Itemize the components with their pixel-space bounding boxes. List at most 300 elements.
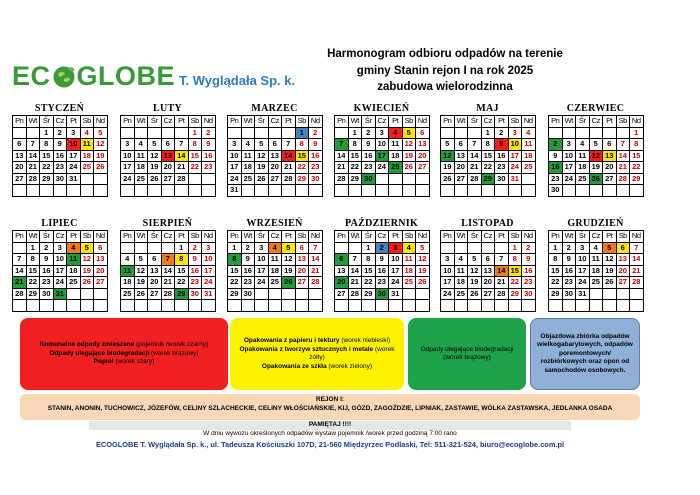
- calendar-empty-cell: [455, 300, 469, 312]
- calendar-day: 23: [242, 277, 256, 289]
- calendar-day: 27: [94, 277, 108, 289]
- calendar-day: 18: [81, 151, 95, 163]
- calendar-day: 30: [40, 289, 54, 301]
- calendar-day: 5: [255, 139, 269, 151]
- calendar-day: 5: [148, 139, 162, 151]
- calendar-empty-cell: [349, 300, 363, 312]
- calendar-empty-cell: [269, 300, 283, 312]
- calendar-empty-cell: [121, 300, 135, 312]
- calendar-day: 12: [468, 266, 482, 278]
- legend-yellow-note-2: (worek żółty): [309, 345, 395, 361]
- weekday-header: Śr: [255, 116, 269, 128]
- calendar-day: 30: [362, 174, 376, 186]
- calendar-day: 11: [389, 139, 403, 151]
- month-calendar: [120, 218, 215, 312]
- calendar-empty-cell: [242, 185, 256, 197]
- calendar-day: 30: [495, 174, 509, 186]
- calendar-day: 15: [296, 151, 310, 163]
- calendar-day: 14: [617, 151, 631, 163]
- weekday-header: Nd: [522, 116, 536, 128]
- calendar-empty-cell: [94, 289, 108, 301]
- calendar-day: 2: [40, 243, 54, 255]
- calendar-day: 26: [416, 277, 430, 289]
- calendar-day: 28: [309, 277, 323, 289]
- calendar-day: 28: [27, 174, 41, 186]
- calendar-day: 21: [468, 162, 482, 174]
- calendar-day: 17: [441, 277, 455, 289]
- calendar-day: 28: [282, 174, 296, 186]
- calendar-empty-cell: [603, 128, 617, 140]
- calendar-empty-cell: [389, 174, 403, 186]
- calendar-day: 17: [509, 151, 523, 163]
- calendar-day: 3: [67, 128, 81, 140]
- month-name: PAŹDZIERNIK: [344, 218, 419, 229]
- calendar-day: 8: [189, 139, 203, 151]
- calendar-empty-cell: [309, 300, 323, 312]
- calendar-day: 24: [228, 174, 242, 186]
- calendar-day: 21: [349, 277, 363, 289]
- weekday-header: Cz: [162, 231, 176, 243]
- calendar-day: 11: [576, 151, 590, 163]
- weekday-header: Nd: [416, 116, 430, 128]
- calendar-day: 26: [94, 162, 108, 174]
- calendar-day: 29: [27, 289, 41, 301]
- weekday-header: Wt: [135, 231, 149, 243]
- calendar-empty-cell: [135, 243, 149, 255]
- calendar-empty-cell: [242, 128, 256, 140]
- calendar-day: 1: [228, 243, 242, 255]
- footer-contact: ECOGLOBE T. Wyglądała Sp. k., ul. Tadeusza Kościuszki 107D, 21-560 Międzyrzec Podlaski, Tel: 511-321-524, biuro@ecoglobe.com.pl: [95, 440, 565, 449]
- calendar-day: 8: [27, 254, 41, 266]
- calendar-day: 12: [135, 266, 149, 278]
- calendar-day: 30: [189, 289, 203, 301]
- calendar-day: 31: [576, 289, 590, 301]
- calendar-day: 4: [269, 243, 283, 255]
- calendar-day: 11: [590, 254, 604, 266]
- month-calendar: [548, 103, 643, 197]
- calendar-day: 1: [40, 128, 54, 140]
- calendar-day: 18: [576, 162, 590, 174]
- calendar-day: 15: [509, 266, 523, 278]
- calendar-day: 2: [495, 128, 509, 140]
- calendar-day: 5: [282, 243, 296, 255]
- month-calendar: [440, 218, 535, 312]
- month-calendar: [12, 218, 107, 312]
- calendar-day: 3: [202, 243, 216, 255]
- calendar-day: 3: [509, 128, 523, 140]
- calendar-day: 22: [349, 162, 363, 174]
- calendar-day: 9: [40, 254, 54, 266]
- weekday-header: Pn: [441, 231, 455, 243]
- weekday-header: Cz: [376, 231, 390, 243]
- calendar-day: 13: [335, 266, 349, 278]
- calendar-empty-cell: [255, 128, 269, 140]
- calendar-day: 24: [389, 277, 403, 289]
- calendar-day: 17: [376, 151, 390, 163]
- calendar-day: 28: [349, 289, 363, 301]
- calendar-day: 3: [576, 243, 590, 255]
- calendar-day: 24: [509, 162, 523, 174]
- calendar-day: 11: [242, 151, 256, 163]
- calendar-day: 26: [603, 277, 617, 289]
- calendar-day: 2: [376, 243, 390, 255]
- calendar-day: 12: [403, 139, 417, 151]
- calendar-day: 18: [269, 266, 283, 278]
- calendar-day: 22: [189, 162, 203, 174]
- calendar-day: 9: [549, 151, 563, 163]
- weekday-header: Sb: [81, 116, 95, 128]
- calendar-empty-cell: [468, 300, 482, 312]
- calendar-day: 8: [40, 139, 54, 151]
- calendar-day: 15: [228, 266, 242, 278]
- calendar-day: 25: [135, 174, 149, 186]
- calendar-day: 19: [416, 266, 430, 278]
- calendar-day: 10: [255, 254, 269, 266]
- calendar-day: 22: [362, 277, 376, 289]
- calendar-empty-cell: [522, 174, 536, 186]
- calendar-day: 12: [94, 139, 108, 151]
- legend-yellow-note-3: (worek zielony): [328, 362, 373, 370]
- calendar-day: 10: [509, 139, 523, 151]
- calendar-day: 26: [282, 277, 296, 289]
- calendar-day: 8: [349, 139, 363, 151]
- calendar-empty-cell: [81, 174, 95, 186]
- calendar-day: 10: [121, 151, 135, 163]
- calendar-day: 15: [189, 151, 203, 163]
- calendar-day: 18: [455, 277, 469, 289]
- calendar-day: 1: [349, 128, 363, 140]
- calendar-empty-cell: [296, 289, 310, 301]
- calendar-day: 13: [617, 254, 631, 266]
- calendar-day: 4: [403, 243, 417, 255]
- calendar-day: 8: [482, 139, 496, 151]
- calendar-day: 29: [630, 174, 644, 186]
- calendar-empty-cell: [121, 128, 135, 140]
- calendar-empty-cell: [162, 128, 176, 140]
- calendar-day: 25: [403, 277, 417, 289]
- weekday-header: Wt: [563, 231, 577, 243]
- region-places: STANIN, ANONIN, TUCHOWICZ, JÓZEFÓW, CELINY SZLACHECKIE, CELINY WŁOŚCIAŃSKIE, KIJ, GÓZD, ZAGOŹDZIE, LIPNIAK, ZASTAWIE, WÓLKA ZASTAWSKA, JEDLANKA OSADA: [47, 404, 613, 412]
- calendar-day: 21: [282, 162, 296, 174]
- legend-red-note-1: (pojemnik /worek czarny): [136, 341, 209, 349]
- weekday-header: Pn: [121, 231, 135, 243]
- calendar-day: 7: [175, 139, 189, 151]
- calendar-day: 11: [121, 266, 135, 278]
- calendar-day: 10: [54, 254, 68, 266]
- calendar-day: 5: [590, 139, 604, 151]
- calendar-empty-cell: [135, 300, 149, 312]
- weekday-header: Cz: [269, 116, 283, 128]
- calendar-empty-cell: [362, 185, 376, 197]
- legend-yellow-note-1: (worek niebieski): [341, 337, 391, 344]
- calendar-day: 17: [121, 162, 135, 174]
- calendar-empty-cell: [148, 128, 162, 140]
- calendar-day: 14: [175, 151, 189, 163]
- calendar-day: 24: [441, 289, 455, 301]
- month-grid: [227, 115, 323, 197]
- weekday-header: Sb: [81, 231, 95, 243]
- calendar-day: 9: [242, 254, 256, 266]
- calendar-empty-cell: [335, 128, 349, 140]
- weekday-header: Wt: [455, 231, 469, 243]
- region-title: REJON I:: [315, 396, 345, 403]
- calendar-day: 22: [40, 162, 54, 174]
- calendar-day: 11: [135, 151, 149, 163]
- calendar-day: 23: [202, 162, 216, 174]
- weekday-header: Śr: [362, 231, 376, 243]
- month-calendar: [334, 218, 429, 312]
- calendar-day: 14: [630, 254, 644, 266]
- calendar-day: 23: [40, 277, 54, 289]
- calendar-day: 9: [202, 139, 216, 151]
- calendar-day: 12: [148, 151, 162, 163]
- weekday-header: Śr: [148, 231, 162, 243]
- calendar-day: 26: [81, 277, 95, 289]
- calendar-empty-cell: [576, 185, 590, 197]
- reminder-text: W dniu wywozu określonych odpadów wystaw pojemnik /worek przed godziną 7:00 rano: [203, 429, 457, 437]
- calendar-day: 9: [362, 139, 376, 151]
- calendar-empty-cell: [13, 300, 27, 312]
- calendar-day: 25: [121, 289, 135, 301]
- legend-mixed-waste: [20, 318, 228, 390]
- month-name: STYCZEŃ: [34, 103, 85, 114]
- calendar-empty-cell: [202, 185, 216, 197]
- calendar-day: 17: [202, 266, 216, 278]
- month-calendar: [548, 218, 643, 312]
- calendar-day: 23: [309, 162, 323, 174]
- calendar-day: 14: [335, 151, 349, 163]
- weekday-header: Sb: [509, 116, 523, 128]
- calendar-day: 17: [563, 162, 577, 174]
- calendar-day: 18: [121, 277, 135, 289]
- calendar-day: 10: [376, 139, 390, 151]
- calendar-day: 23: [376, 277, 390, 289]
- calendar-empty-cell: [135, 185, 149, 197]
- legend-red-label-3: Popiół: [93, 358, 114, 366]
- weekday-header: Sb: [296, 116, 310, 128]
- calendar-day: 21: [162, 277, 176, 289]
- calendar-empty-cell: [40, 300, 54, 312]
- calendar-day: 25: [67, 277, 81, 289]
- calendar-day: 22: [549, 277, 563, 289]
- calendar-empty-cell: [509, 185, 523, 197]
- calendar-day: 8: [175, 254, 189, 266]
- weekday-header: Nd: [202, 231, 216, 243]
- calendar-day: 1: [27, 243, 41, 255]
- calendar-empty-cell: [495, 185, 509, 197]
- calendar-day: 20: [94, 266, 108, 278]
- calendar-empty-cell: [403, 174, 417, 186]
- calendar-day: 21: [630, 266, 644, 278]
- calendar-day: 27: [13, 174, 27, 186]
- calendar-day: 19: [255, 162, 269, 174]
- month-name: CZERWIEC: [566, 103, 625, 114]
- calendar-day: 26: [135, 289, 149, 301]
- calendar-empty-cell: [189, 185, 203, 197]
- weekday-header: Pt: [603, 116, 617, 128]
- calendar-empty-cell: [67, 300, 81, 312]
- calendar-day: 15: [27, 266, 41, 278]
- calendar-day: 27: [617, 277, 631, 289]
- calendar-day: 1: [189, 128, 203, 140]
- calendar-day: 4: [242, 139, 256, 151]
- month-calendar: [440, 103, 535, 197]
- calendar-empty-cell: [349, 185, 363, 197]
- calendar-day: 17: [228, 162, 242, 174]
- calendar-day: 21: [617, 162, 631, 174]
- calendar-day: 23: [54, 162, 68, 174]
- page-title: [300, 46, 590, 96]
- calendar-day: 27: [335, 289, 349, 301]
- calendar-day: 10: [576, 254, 590, 266]
- calendar-day: 31: [54, 289, 68, 301]
- calendar-day: 30: [522, 289, 536, 301]
- weekday-header: Śr: [576, 231, 590, 243]
- month-grid: [548, 230, 644, 312]
- calendar-day: 5: [468, 254, 482, 266]
- calendar-empty-cell: [522, 185, 536, 197]
- calendar-empty-cell: [335, 185, 349, 197]
- weekday-header: Śr: [40, 231, 54, 243]
- calendar-day: 4: [135, 139, 149, 151]
- calendar-day: 16: [202, 151, 216, 163]
- weekday-header: Wt: [455, 116, 469, 128]
- calendar-day: 7: [335, 139, 349, 151]
- calendar-empty-cell: [13, 185, 27, 197]
- calendar-day: 19: [135, 277, 149, 289]
- weekday-header: Śr: [468, 116, 482, 128]
- weekday-header: Śr: [255, 231, 269, 243]
- calendar-day: 27: [416, 162, 430, 174]
- calendar-day: 21: [309, 266, 323, 278]
- calendar-day: 4: [576, 139, 590, 151]
- calendar-day: 3: [441, 254, 455, 266]
- calendar-day: 13: [162, 151, 176, 163]
- reminder-title: PAMIĘTAJ !!!!: [89, 421, 571, 430]
- calendar-day: 4: [121, 254, 135, 266]
- calendar-empty-cell: [549, 300, 563, 312]
- month-grid: [227, 230, 323, 312]
- calendar-day: 31: [389, 289, 403, 301]
- calendar-day: 10: [441, 266, 455, 278]
- calendar-day: 20: [162, 162, 176, 174]
- calendar-day: 11: [81, 139, 95, 151]
- calendar-empty-cell: [81, 185, 95, 197]
- weekday-header: Cz: [269, 231, 283, 243]
- calendar-empty-cell: [13, 243, 27, 255]
- calendar-day: 28: [175, 174, 189, 186]
- calendar-day: 1: [362, 243, 376, 255]
- calendar-day: 31: [67, 174, 81, 186]
- title-line-3: zabudowa wielorodzinna: [377, 81, 513, 93]
- calendar-empty-cell: [255, 300, 269, 312]
- calendar-empty-cell: [630, 185, 644, 197]
- calendar-day: 13: [296, 254, 310, 266]
- calendar-day: 28: [630, 277, 644, 289]
- calendar-day: 1: [549, 243, 563, 255]
- calendar-day: 18: [242, 162, 256, 174]
- globe-leaf-icon: [52, 65, 76, 89]
- calendar-day: 16: [522, 266, 536, 278]
- calendar-empty-cell: [563, 185, 577, 197]
- calendar-empty-cell: [630, 289, 644, 301]
- calendar-empty-cell: [630, 300, 644, 312]
- calendar-empty-cell: [389, 185, 403, 197]
- calendar-empty-cell: [121, 243, 135, 255]
- calendar-empty-cell: [468, 185, 482, 197]
- calendar-day: 28: [617, 174, 631, 186]
- calendar-day: 5: [416, 243, 430, 255]
- calendar-empty-cell: [590, 185, 604, 197]
- weekday-header: Śr: [362, 116, 376, 128]
- weekday-header: Nd: [202, 116, 216, 128]
- calendar-empty-cell: [603, 185, 617, 197]
- calendar-empty-cell: [617, 289, 631, 301]
- month-name: WRZESIEŃ: [246, 218, 303, 229]
- calendar-day: 1: [175, 243, 189, 255]
- calendar-empty-cell: [162, 185, 176, 197]
- calendar-empty-cell: [376, 174, 390, 186]
- calendar-day: 20: [455, 162, 469, 174]
- calendar-empty-cell: [389, 300, 403, 312]
- calendar-day: 18: [389, 151, 403, 163]
- calendar-empty-cell: [242, 300, 256, 312]
- calendar-day: 17: [54, 266, 68, 278]
- weekday-header: Pn: [228, 231, 242, 243]
- calendar-day: 14: [495, 266, 509, 278]
- calendar-day: 10: [389, 254, 403, 266]
- calendar-day: 17: [389, 266, 403, 278]
- weekday-header: Pt: [175, 116, 189, 128]
- calendar-day: 19: [441, 162, 455, 174]
- logo-text-ec: EC: [12, 61, 51, 91]
- calendar-empty-cell: [13, 128, 27, 140]
- calendar-empty-cell: [54, 300, 68, 312]
- calendar-empty-cell: [482, 185, 496, 197]
- calendar-day: 1: [509, 243, 523, 255]
- calendar-empty-cell: [296, 185, 310, 197]
- calendar-day: 20: [617, 266, 631, 278]
- calendar-day: 13: [13, 151, 27, 163]
- calendar-day: 29: [175, 289, 189, 301]
- calendar-day: 11: [67, 254, 81, 266]
- calendar-day: 7: [630, 243, 644, 255]
- calendar-day: 3: [255, 243, 269, 255]
- weekday-header: Wt: [242, 231, 256, 243]
- calendar-day: 29: [40, 174, 54, 186]
- weekday-header: Pt: [603, 231, 617, 243]
- calendar-day: 17: [67, 151, 81, 163]
- month-calendar: [227, 103, 322, 197]
- calendar-day: 2: [189, 243, 203, 255]
- weekday-header: Sb: [189, 116, 203, 128]
- legend-yellow-label-3: Opakowania ze szkła: [261, 362, 327, 370]
- calendar-empty-cell: [94, 300, 108, 312]
- calendar-day: 1: [630, 128, 644, 140]
- calendar-day: 1: [482, 128, 496, 140]
- calendar-day: 8: [630, 139, 644, 151]
- calendar-empty-cell: [228, 128, 242, 140]
- calendar-day: 7: [495, 254, 509, 266]
- calendar-day: 6: [94, 243, 108, 255]
- calendar-day: 29: [296, 174, 310, 186]
- calendar-empty-cell: [549, 128, 563, 140]
- calendar-empty-cell: [495, 243, 509, 255]
- calendar-empty-cell: [148, 185, 162, 197]
- calendar-day: 19: [81, 266, 95, 278]
- weekday-header: Nd: [522, 231, 536, 243]
- calendar-empty-cell: [441, 243, 455, 255]
